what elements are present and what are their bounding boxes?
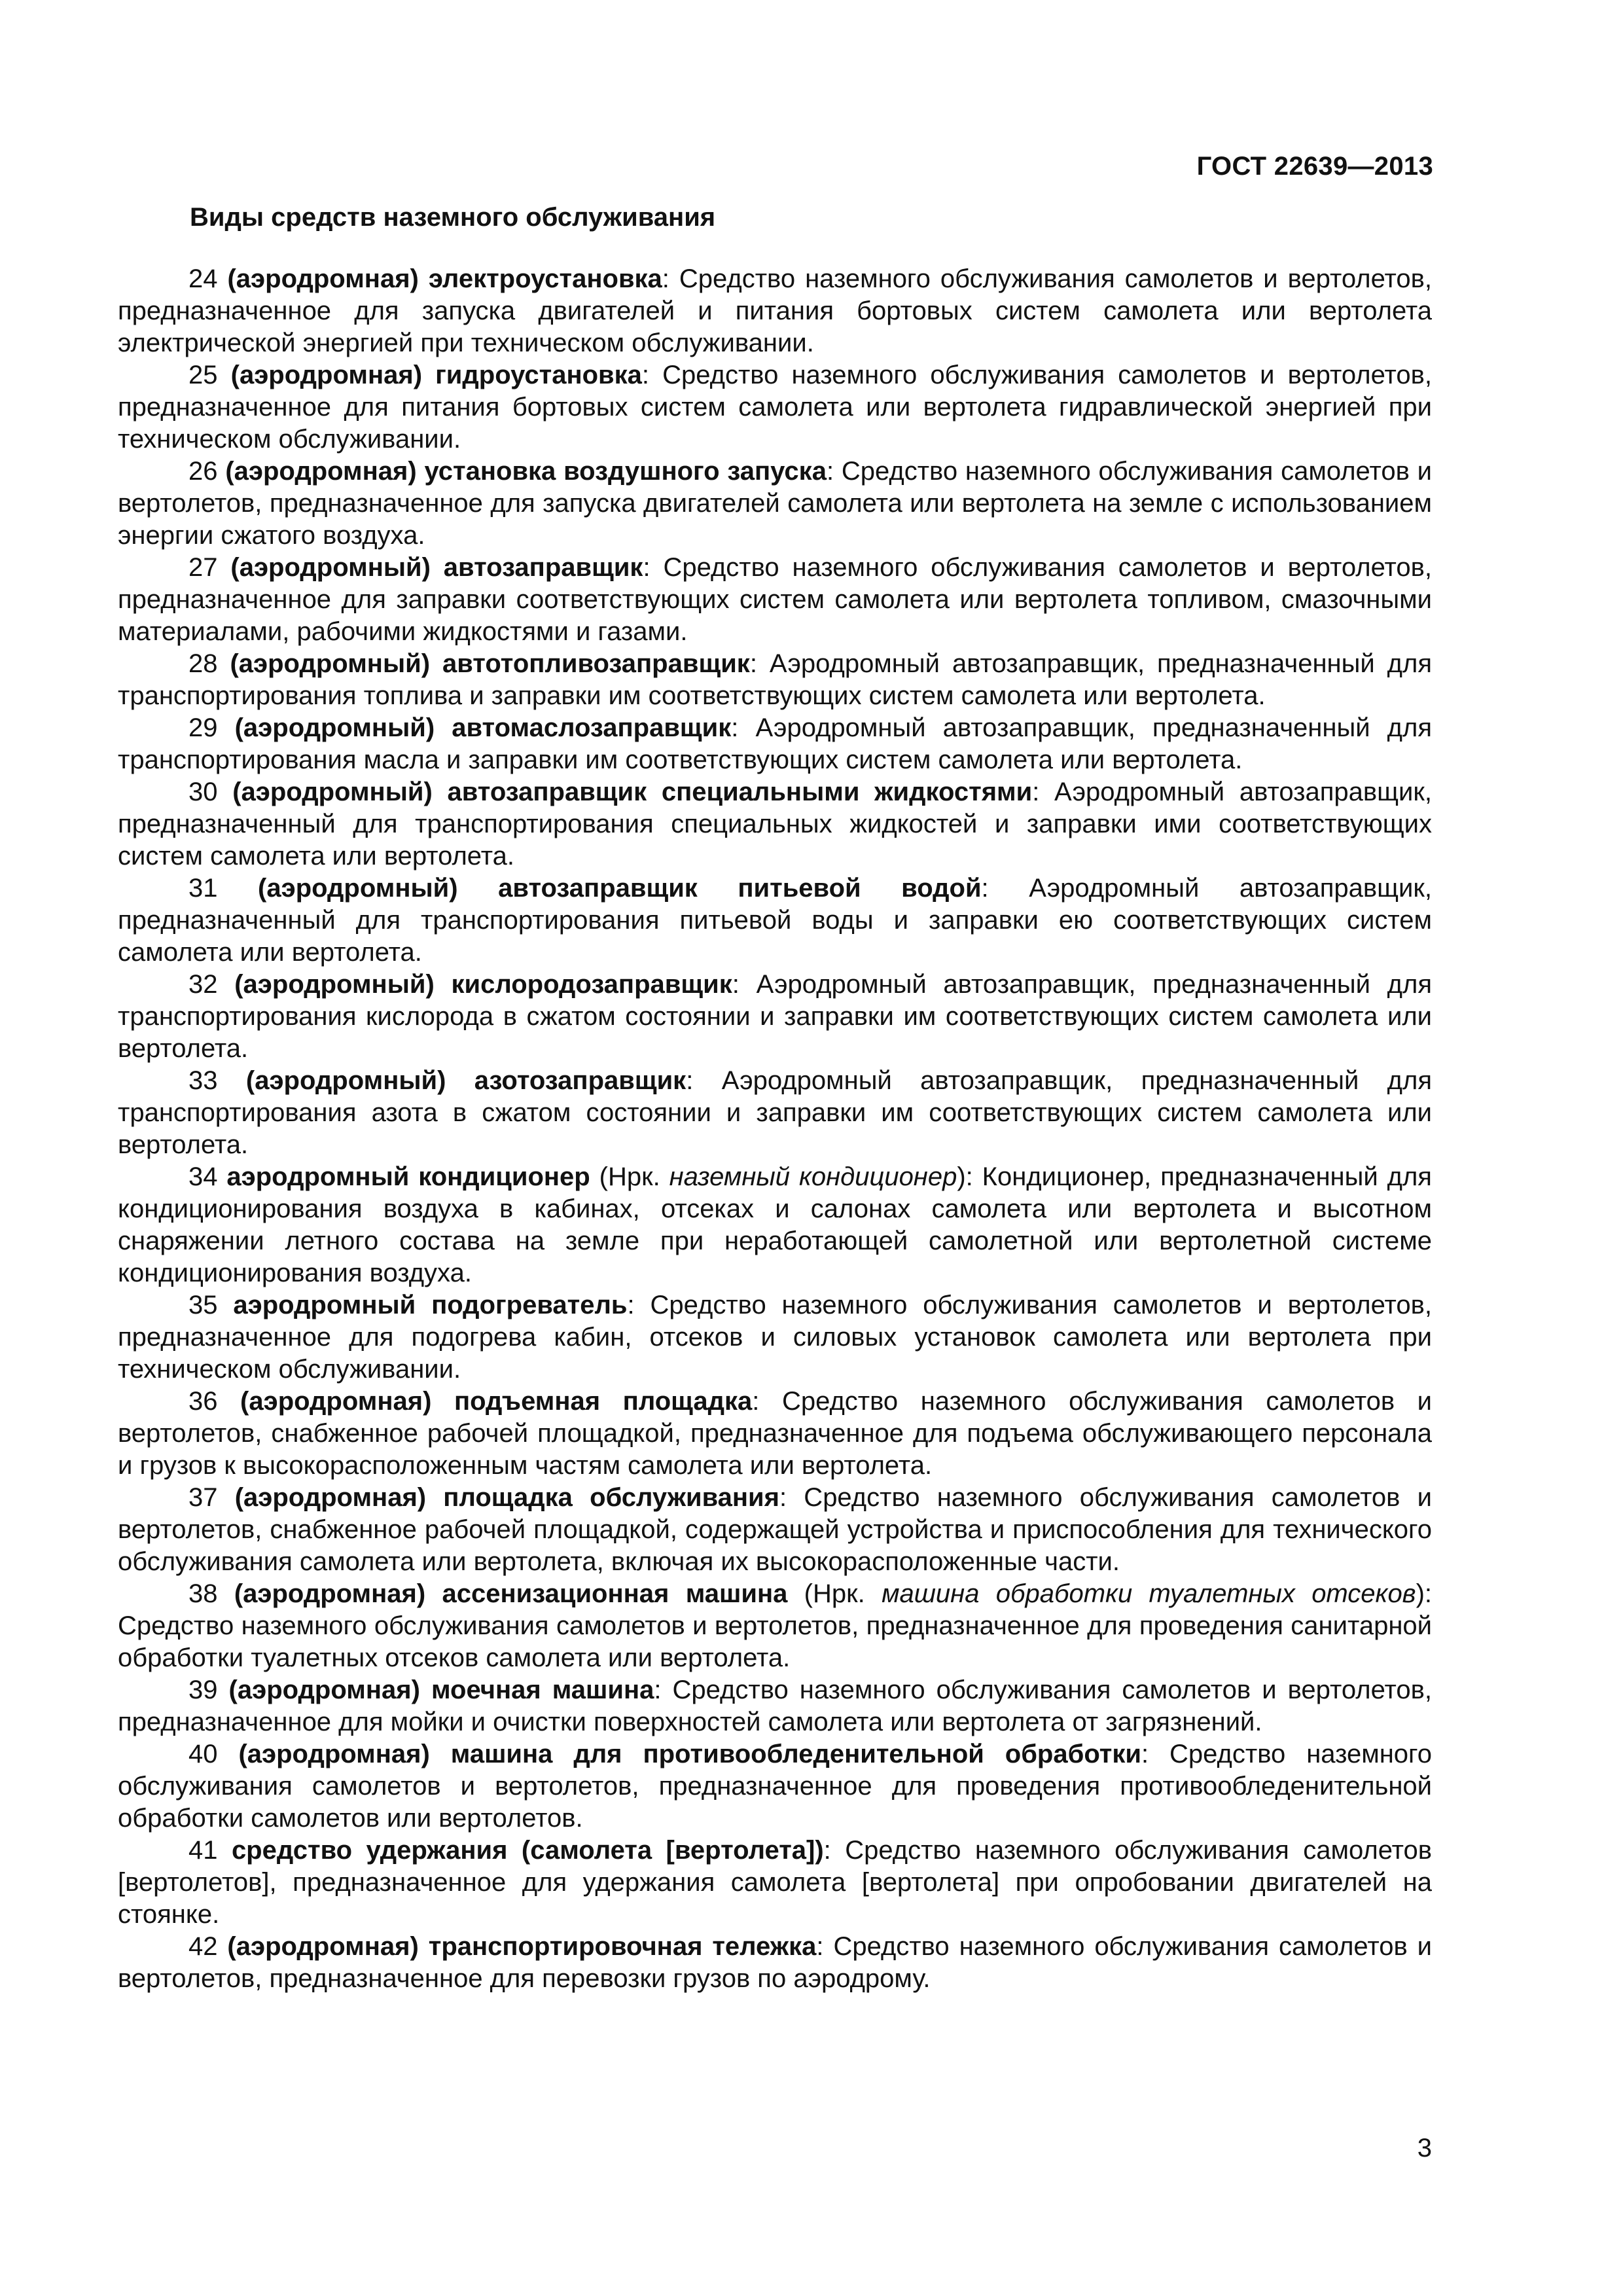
term-entry <box>118 552 1432 648</box>
term-entry <box>118 1738 1432 1835</box>
term-separator: : <box>752 1387 760 1416</box>
term-number: 33 <box>188 1066 218 1095</box>
term-number: 27 <box>188 553 218 582</box>
term-name: (аэродромная) гидроустановка <box>230 361 642 389</box>
term-entry <box>118 872 1432 969</box>
term-name: (аэродромный) автозаправщик питьевой водой <box>258 874 982 903</box>
term-entry <box>118 648 1432 712</box>
standard-designation: ГОСТ 22639—2013 <box>1196 152 1433 181</box>
term-entry <box>118 1161 1432 1289</box>
term-number: 26 <box>188 457 218 486</box>
term-name: (аэродромная) ассенизационная машина <box>234 1579 788 1608</box>
term-name: (аэродромная) машина для противообледенительной обработки <box>238 1740 1141 1768</box>
term-name: (аэродромная) подъемная площадка <box>240 1387 753 1416</box>
term-entry <box>118 456 1432 552</box>
term-list <box>118 263 1432 1995</box>
term-name: аэродромный подогреватель <box>233 1291 628 1319</box>
term-number: 31 <box>188 874 218 903</box>
term-number: 30 <box>188 778 218 806</box>
term-definition: Аэродромный автозаправщик, предназначенный для транспортирования азота в сжатом состоянии и заправки им соответствующих систем самолета или вертолета. <box>118 1066 1433 1159</box>
term-entry <box>118 1482 1432 1578</box>
term-definition: Средство наземного обслуживания самолетов и вертолетов, предназначенное для проведения противообледенительной обработки самолетов или вертолетов. <box>118 1740 1433 1833</box>
term-definition: Аэродромный автозаправщик, предназначенный для транспортирования питьевой воды и заправки ею соответствующих систем самолета или вертолета. <box>118 874 1432 967</box>
term-name: (аэродромная) площадка обслуживания <box>234 1483 779 1512</box>
term-separator: : <box>823 1836 831 1865</box>
term-separator: : <box>731 713 739 742</box>
term-deprecated-synonym: машина обработки туалетных отсеков <box>882 1579 1416 1608</box>
term-number: 38 <box>188 1579 218 1608</box>
term-name: (аэродромный) автомаслозаправщик <box>234 713 732 742</box>
term-name: (аэродромная) установка воздушного запуска <box>225 457 827 486</box>
page-number: 3 <box>1417 2134 1432 2162</box>
term-number: 34 <box>188 1162 218 1191</box>
term-definition: Средство наземного обслуживания самолетов и вертолетов, предназначенное для заправки соответствующих систем самолета или вертолета топливом, смазочными материалами, рабочими жидкостями и газами. <box>118 553 1432 646</box>
section-title: Виды средств наземного обслуживания <box>190 203 716 232</box>
term-definition: Средство наземного обслуживания самолетов и вертолетов, предназначенное для запуска двигателей и питания бортовых систем самолета или вертолета электрической энергией при техническом обслуживании. <box>118 264 1432 357</box>
term-number: 29 <box>188 713 218 742</box>
term-definition: Средство наземного обслуживания самолетов и вертолетов, предназначенное для мойки и очистки поверхностей самолета или вертолета от загрязнений. <box>118 1676 1432 1736</box>
term-separator: : <box>981 874 989 903</box>
term-definition: Средство наземного обслуживания самолетов и вертолетов, снабженное рабочей площадкой, содержащей устройства и приспособления для технического обслуживания самолета или вертолета, включая их высокорасположенные части. <box>118 1483 1432 1576</box>
term-definition: Аэродромный автозаправщик, предназначенный для транспортирования масла и заправки им соответствующих систем самолета или вертолета. <box>118 713 1433 774</box>
term-name: (аэродромный) автозаправщик специальными жидкостями <box>232 778 1033 806</box>
term-definition: Кондиционер, предназначенный для кондиционирования воздуха в кабинах, отсеках и салонах самолета или вертолета и высотном снаряжении летного состава на земле при неработающей самолетной или вертолетной системе кондиционирования воздуха. <box>118 1162 1432 1287</box>
term-entry <box>118 1835 1432 1931</box>
term-separator: ): <box>957 1162 973 1191</box>
term-number: 25 <box>188 361 218 389</box>
term-number: 39 <box>188 1676 218 1704</box>
term-separator: : <box>1141 1740 1149 1768</box>
term-definition: Средство наземного обслуживания самолетов и вертолетов, предназначенное для питания бортовых систем самолета или вертолета гидравлической энергией при техническом обслуживании. <box>118 361 1432 454</box>
term-note-prefix: (Нрк. <box>787 1579 882 1608</box>
term-entry <box>118 1578 1432 1674</box>
term-name: (аэродромная) моечная машина <box>228 1676 654 1704</box>
term-separator: : <box>816 1932 824 1961</box>
term-separator: : <box>826 457 834 486</box>
term-entry <box>118 1386 1432 1482</box>
term-separator: : <box>686 1066 694 1095</box>
term-name: (аэродромный) автозаправщик <box>230 553 643 582</box>
term-definition: Средство наземного обслуживания самолетов и вертолетов, снабженное рабочей площадкой, предназначенное для подъема обслуживающего персонала и грузов к высокорасположенным частям самолета или вертолета. <box>118 1387 1432 1480</box>
term-entry <box>118 1674 1432 1738</box>
term-name: средство удержания (самолета [вертолета]) <box>231 1836 824 1865</box>
term-entry <box>118 776 1432 872</box>
term-name: аэродромный кондиционер <box>226 1162 590 1191</box>
term-number: 41 <box>188 1836 218 1865</box>
term-entry <box>118 712 1432 776</box>
term-definition: Средство наземного обслуживания самолетов и вертолетов, предназначенное для перевозки грузов по аэродрому. <box>118 1932 1432 1993</box>
term-name: (аэродромный) автотопливозаправщик <box>230 649 750 678</box>
term-number: 36 <box>188 1387 218 1416</box>
term-deprecated-synonym: наземный кондиционер <box>669 1162 957 1191</box>
term-entry <box>118 969 1432 1065</box>
term-number: 42 <box>188 1932 218 1961</box>
term-entry <box>118 263 1432 359</box>
term-definition: Средство наземного обслуживания самолетов и вертолетов, предназначенное для подогрева кабин, отсеков и силовых установок самолета или вертолета при техническом обслуживании. <box>118 1291 1432 1384</box>
term-separator: : <box>627 1291 635 1319</box>
term-definition: Аэродромный автозаправщик, предназначенный для транспортирования специальных жидкостей и заправки ими соответствующих систем самолета или вертолета. <box>118 778 1432 870</box>
term-separator: ): <box>1416 1579 1433 1608</box>
term-entry <box>118 1289 1432 1386</box>
term-separator: : <box>643 553 651 582</box>
term-entry <box>118 1065 1432 1161</box>
term-name: (аэродромная) электроустановка <box>227 264 662 293</box>
term-separator: : <box>641 361 650 389</box>
term-entry <box>118 359 1432 456</box>
term-definition: Аэродромный автозаправщик, предназначенный для транспортирования кислорода в сжатом состоянии и заправки им соответствующих систем самолета или вертолета. <box>118 970 1432 1063</box>
term-definition: Средство наземного обслуживания самолетов и вертолетов, предназначенное для проведения санитарной обработки туалетных отсеков самолета или вертолета. <box>118 1611 1432 1672</box>
term-number: 24 <box>188 264 218 293</box>
term-number: 32 <box>188 970 218 999</box>
term-separator: : <box>654 1676 662 1704</box>
term-number: 35 <box>188 1291 218 1319</box>
term-name: (аэродромный) азотозаправщик <box>245 1066 687 1095</box>
term-entry <box>118 1931 1432 1995</box>
term-name: (аэродромный) кислородозаправщик <box>234 970 732 999</box>
term-separator: : <box>749 649 757 678</box>
term-definition: Средство наземного обслуживания самолетов и вертолетов, предназначенное для запуска двигателей самолета или вертолета на земле с использованием энергии сжатого воздуха. <box>118 457 1432 550</box>
term-separator: : <box>662 264 669 293</box>
term-definition: Средство наземного обслуживания самолетов [вертолетов], предназначенное для удержания самолета [вертолета] при опробовании двигателей на стоянке. <box>118 1836 1432 1929</box>
term-number: 37 <box>188 1483 218 1512</box>
term-name: (аэродромная) транспортировочная тележка <box>227 1932 817 1961</box>
term-note-prefix: (Нрк. <box>590 1162 669 1191</box>
term-separator: : <box>732 970 740 999</box>
term-number: 28 <box>188 649 218 678</box>
term-separator: : <box>1032 778 1040 806</box>
term-number: 40 <box>188 1740 218 1768</box>
term-definition: Аэродромный автозаправщик, предназначенный для транспортирования топлива и заправки им соответствующих систем самолета или вертолета. <box>118 649 1433 710</box>
term-separator: : <box>779 1483 787 1512</box>
